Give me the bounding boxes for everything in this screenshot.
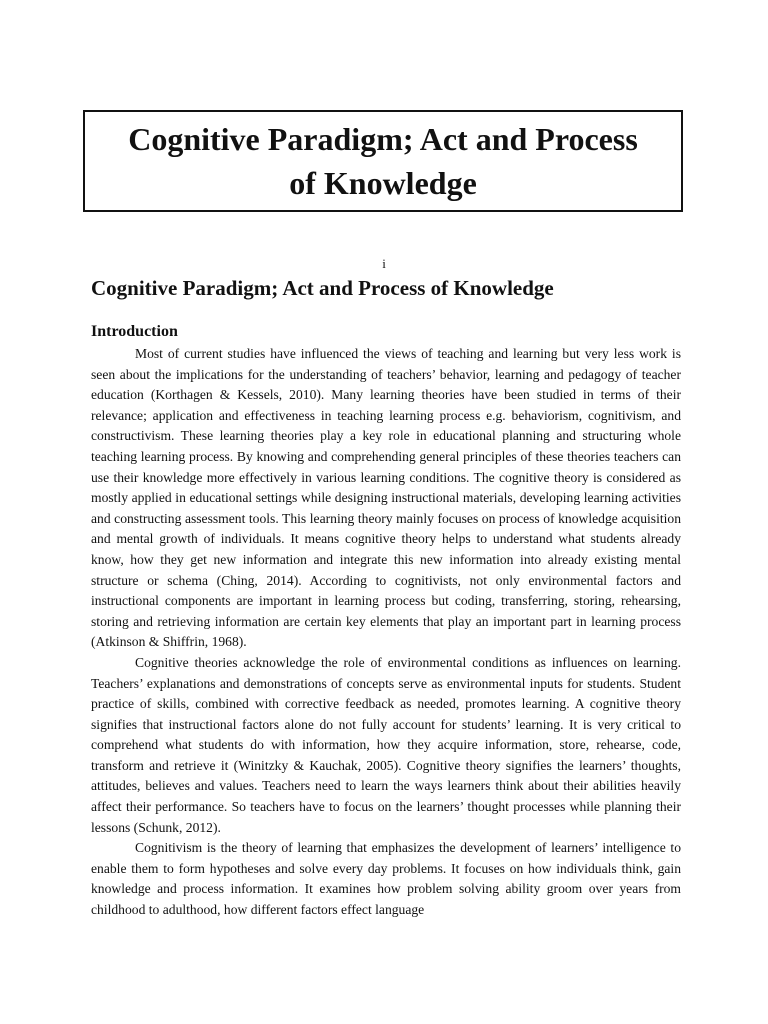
section-heading-introduction: Introduction	[91, 323, 178, 340]
page-marker: i	[382, 256, 386, 271]
chapter-heading: Cognitive Paradigm; Act and Process of Knowledge	[91, 276, 554, 300]
paragraph-2: Cognitive theories acknowledge the role of environmental conditions as influences on learning. Teachers’ explanations and demonstrations of concepts serve as environmental inputs for students. Student practice of skills, combined with corrective feedback as needed, promotes learning. A cognitive theory signifies that instructional factors alone do not fully account for students’ learning. It is very critical to comprehend what students do with information, how they acquire information, store, rehearse, code, transform and retrieve it (Winitzky & Kauchak, 2005). Cognitive theory signifies the learners’ thoughts, attitudes, believes and values. Teachers need to learn the ways learners think about their abilities heavily affect their performance. So teachers have to focus on the learners’ thought processes while planning their lessons (Schunk, 2012).	[91, 654, 681, 835]
title-box	[83, 110, 683, 212]
body-text	[91, 344, 681, 921]
paragraph-1: Most of current studies have influenced the views of teaching and learning but very less work is seen about the implications for the understanding of teachers’ behavior, learning and pedagogy of teacher education (Korthagen & Kessels, 2010). Many learning theories have been studied in terms of their relevance; application and effectiveness in teaching learning process e.g. behaviorism, cognitivism, and constructivism. These learning theories play a key role in educational planning and structuring whole teaching learning process. By knowing and comprehending general principles of these theories teachers can use their knowledge more effectively in various learning conditions. The cognitive theory is considered as mostly applied in educational settings while designing instructional materials, developing learning activities and constructing assessment tools. This learning theory mainly focuses on process of knowledge acquisition and mental growth of individuals. It means cognitive theory helps to understand what students already know, how they get new information and integrate this new information into already existing mental structure or schema (Ching, 2014). According to cognitivists, not only environmental factors and instructional components are important in learning process but coding, transferring, storing, rehearsing, storing and retrieving information are certain key elements that play an important part in learning process (Atkinson & Shiffrin, 1968).	[91, 346, 681, 650]
document-title-line-1: Cognitive Paradigm; Act and Process	[128, 121, 638, 157]
document-title-line-2: of Knowledge	[289, 165, 477, 201]
paragraph-3: Cognitivism is the theory of learning that emphasizes the development of learners’ intelligence to enable them to form hypotheses and solve every day problems. It focuses on how individuals think, gain knowledge and process information. It examines how problem solving ability groom over years from childhood to adulthood, how different factors effect language	[91, 840, 681, 918]
